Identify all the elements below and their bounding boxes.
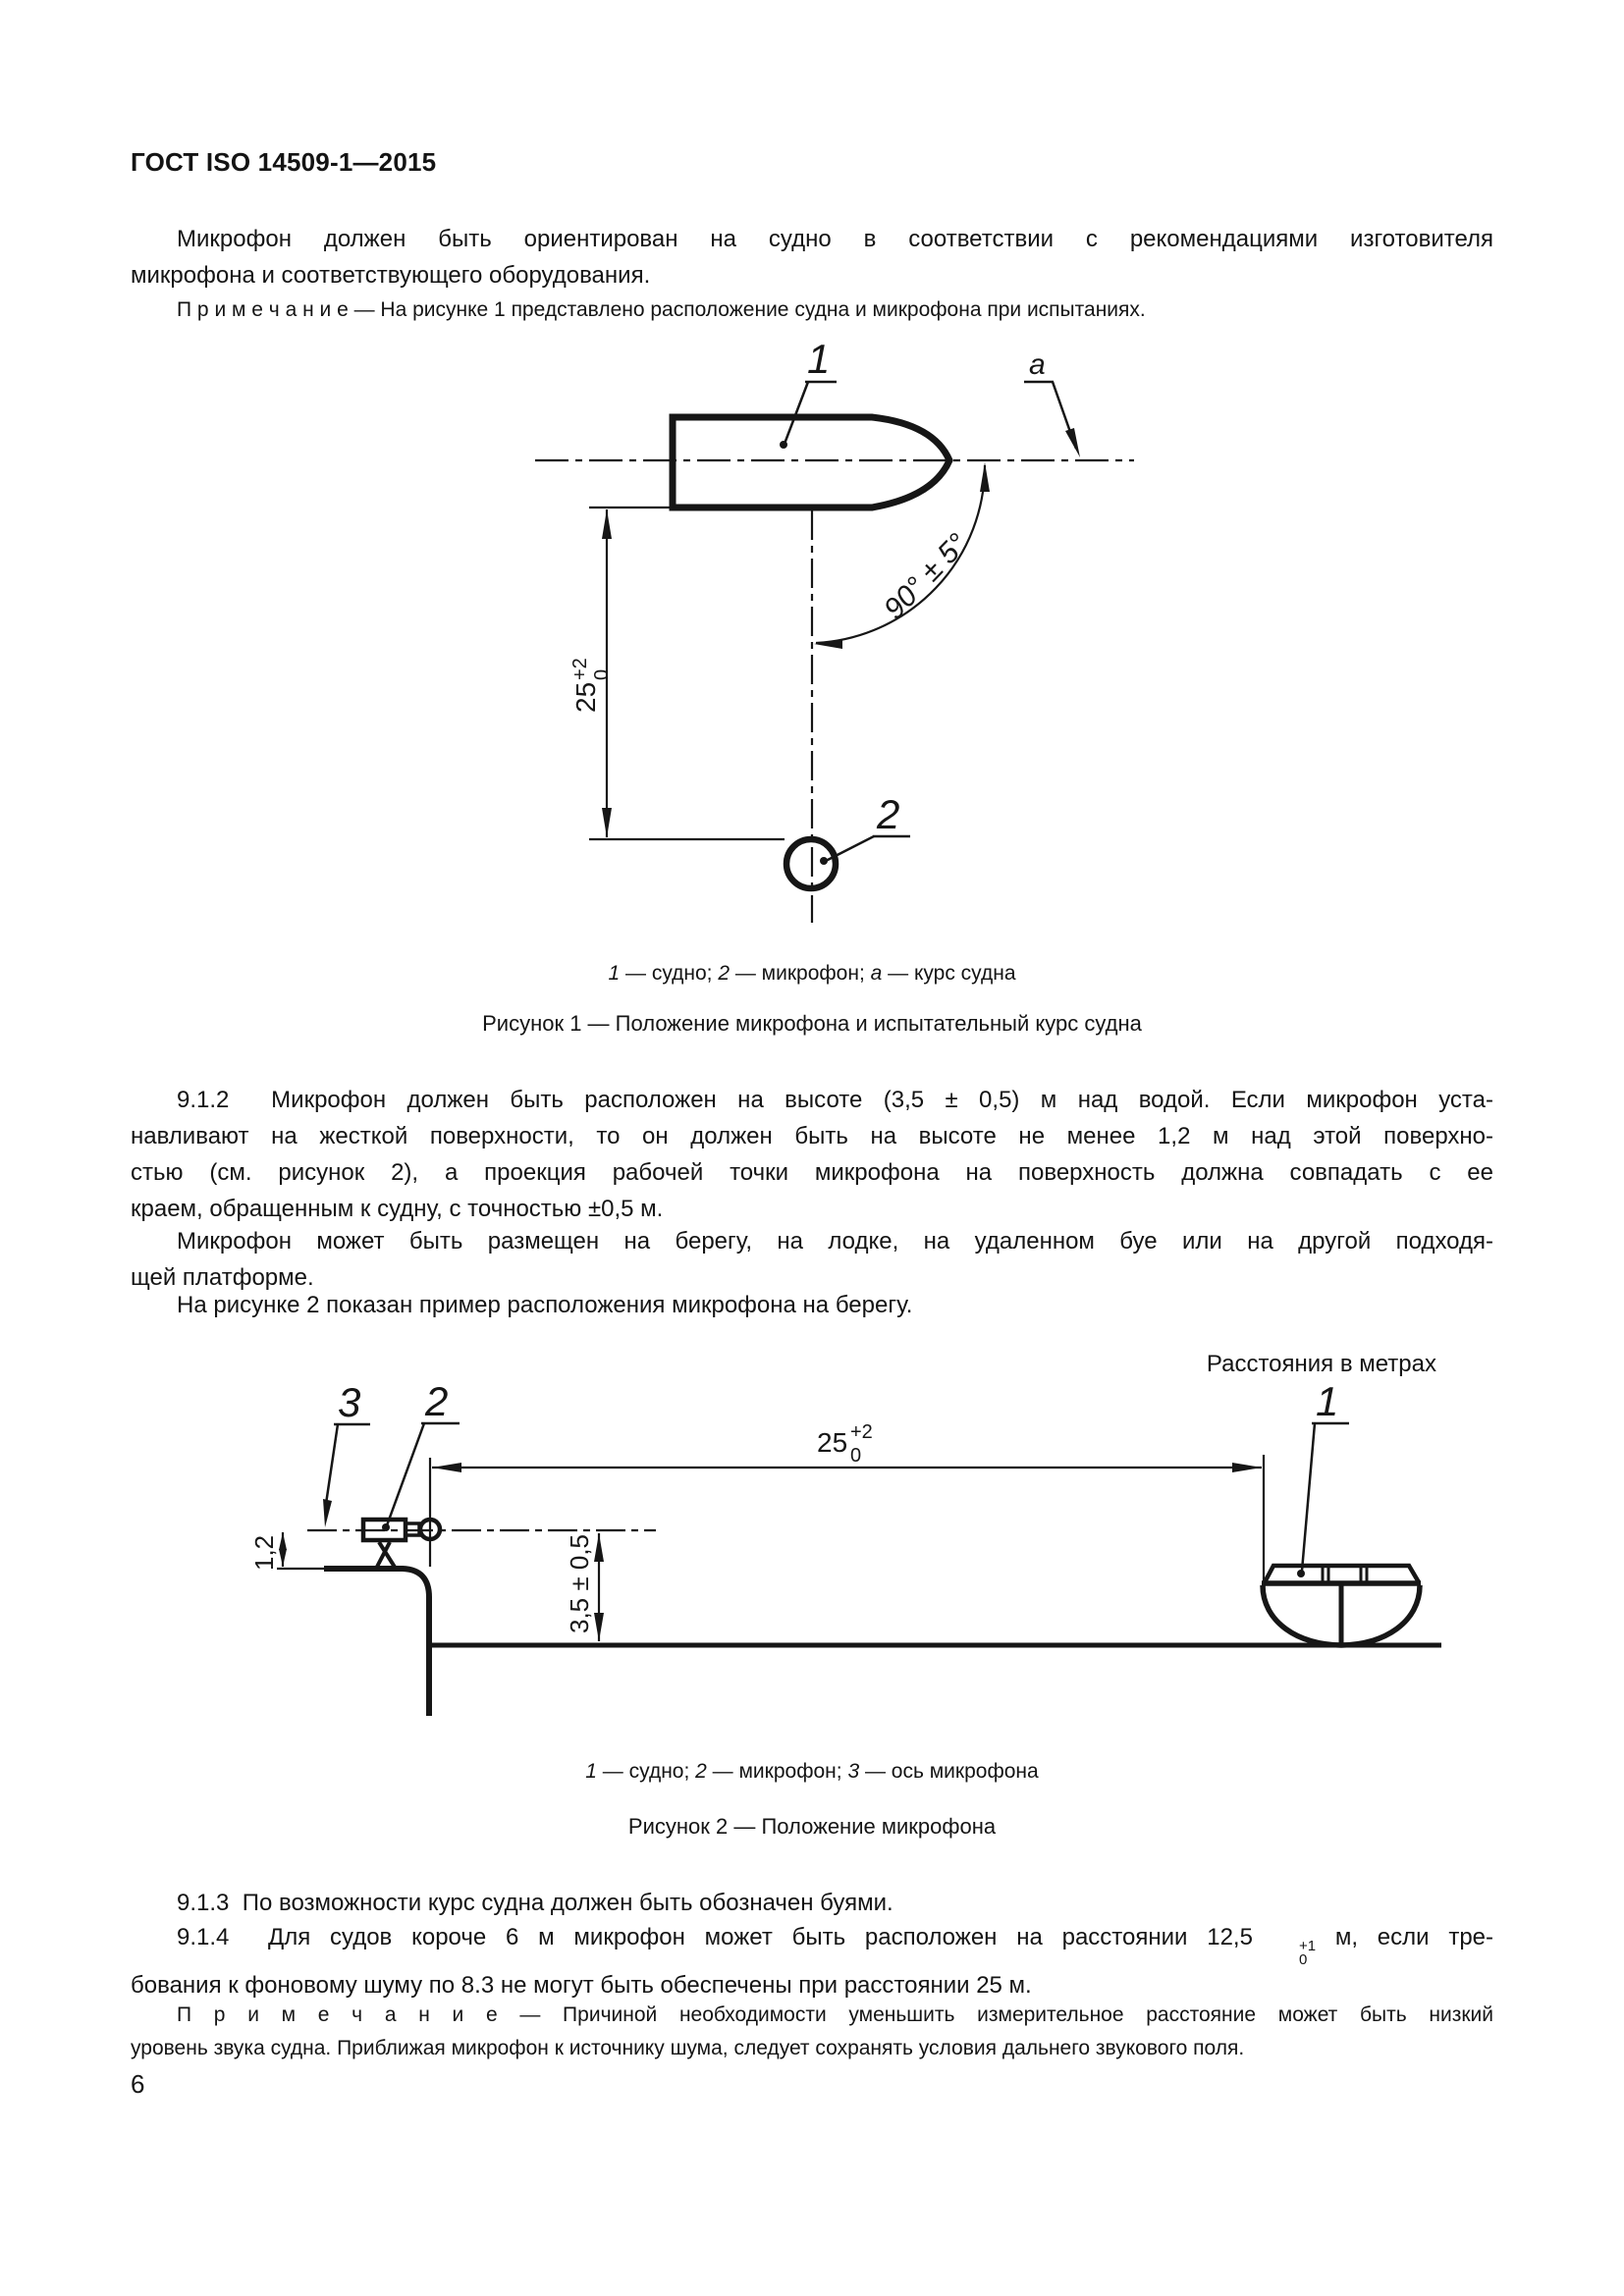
figure-2-title: Рисунок 2 — Положение микрофона [627, 1814, 997, 1839]
shore-outline [324, 1569, 429, 1716]
figure-1-drawing [334, 240, 1139, 942]
text-line: щей платформе. [131, 1264, 314, 1291]
label-boat: 1 [807, 336, 831, 382]
figure-2-drawing [196, 1374, 1473, 1733]
dimension-25-value: 25 [570, 681, 601, 713]
text-line: 9.1.2 Микрофон должен быть расположен на высоте (3,5 ± 0,5) м над водой. Если микрофон уста- [177, 1087, 1493, 1113]
legend-key: 2 [695, 1760, 707, 1783]
text-line: Микрофон может быть размещен на берегу, на лодке, на удаленном буе или на другой подходя- [177, 1228, 1493, 1255]
text-line: Микрофон должен быть ориентирован на судно в соответствии с рекомендациями изготовителя [177, 226, 1493, 252]
figure-1-legend [131, 962, 1493, 986]
dimension-3-5-value: 3,5 ± 0,5 [565, 1533, 594, 1633]
paragraph-912 [131, 1082, 1493, 1227]
callout-boat [780, 336, 837, 449]
dimension-25-sup: +2 [569, 658, 591, 680]
callout-axis [323, 1379, 370, 1527]
figure-2-legend [131, 1760, 1493, 1784]
label-axis: 3 [338, 1379, 361, 1425]
text-line: стью (см. рисунок 2), а проекция рабочей точки микрофона на поверхность должна совпадать с ее [131, 1159, 1493, 1186]
page-number: 6 [131, 2069, 145, 2099]
callout-microphone [382, 1378, 460, 1531]
dimension-1-2 [249, 1532, 326, 1571]
legend-key: 1 [585, 1760, 597, 1783]
boat-outline [673, 417, 949, 507]
dimension-25 [432, 1421, 1262, 1472]
dimension-25-sub: 0 [591, 668, 613, 680]
dimension-1-2-value: 1,2 [249, 1534, 279, 1571]
boat-outline [1262, 1566, 1421, 1645]
legend-text: — судно; [620, 962, 719, 985]
document-header: ГОСТ ISO 14509-1—2015 [131, 147, 437, 177]
dimension-25-value: 25 [817, 1427, 848, 1458]
legend-key: a [870, 962, 883, 985]
legend-key: 3 [847, 1760, 860, 1783]
text-line: бования к фоновому шуму по 8.3 не могут быть обеспечены при расстоянии 25 м. [131, 1972, 1032, 1999]
legend-text: — курс судна [882, 962, 1016, 985]
legend-text: — микрофон; [730, 962, 871, 985]
tolerance-stack [1253, 1940, 1316, 1967]
callout-boat [1297, 1378, 1349, 1577]
text-line: навливают на жесткой поверхности, то он должен быть на высоте не менее 1,2 м над этой поверхно- [131, 1123, 1493, 1149]
dimension-3-5 [565, 1533, 604, 1641]
note-distance [131, 1999, 1493, 2065]
text-line [131, 1919, 1493, 1967]
tolerance-value: 12,5 [1207, 1924, 1253, 1950]
text-segment: 9.1.4 Для судов короче 6 м микрофон может быть расположен на расстоянии [177, 1924, 1208, 1950]
label-microphone: 2 [425, 1378, 449, 1424]
note-figure1: П р и м е ч а н и е — На рисунке 1 представлено расположение судна и микрофона при испытаниях. [177, 298, 1146, 321]
tolerance-sup: +1 [1298, 1938, 1317, 1954]
angle-dimension [814, 462, 990, 649]
paragraph-fig2-ref: На рисунке 2 показан пример расположения микрофона на берегу. [177, 1292, 913, 1318]
text-segment: м, если тре- [1316, 1924, 1494, 1950]
callout-course [1024, 348, 1080, 457]
units-note: Расстояния в метрах [1206, 1351, 1436, 1377]
label-boat: 1 [1316, 1378, 1339, 1424]
tolerance-sub: 0 [1298, 1951, 1308, 1968]
text-line: микрофона и соответствующего оборудования. [131, 262, 651, 289]
figure-1-title: Рисунок 1 — Положение микрофона и испытательный курс судна [482, 1011, 1142, 1036]
paragraph-913: 9.1.3 По возможности курс судна должен быть обозначен буями. [177, 1890, 893, 1916]
legend-key: 2 [718, 962, 731, 985]
text-line: уровень звука судна. Приближая микрофон к источнику шума, следует сохранять условия дальнего звукового поля. [131, 2037, 1245, 2059]
paragraph-914 [131, 1919, 1493, 2003]
angle-label: 90° ± 5° [878, 527, 975, 626]
microphone-symbol [363, 1520, 440, 1569]
legend-key: 1 [608, 962, 621, 985]
paragraph-platforms [131, 1223, 1493, 1296]
text-line: краем, обращенным к судну, с точностью ±0,5 м. [131, 1196, 664, 1222]
dimension-25-sup: +2 [850, 1421, 873, 1443]
text-line: П р и м е ч а н и е — Причиной необходимости уменьшить измерительное расстояние может быть низкий [177, 2003, 1493, 2026]
dimension-25-sub: 0 [850, 1445, 862, 1467]
label-microphone: 2 [877, 791, 900, 837]
label-course: a [1029, 348, 1046, 381]
legend-text: — ось микрофона [859, 1760, 1039, 1783]
legend-text: — микрофон; [706, 1760, 848, 1783]
legend-text: — судно; [596, 1760, 696, 1783]
dimension-25 [569, 509, 613, 837]
